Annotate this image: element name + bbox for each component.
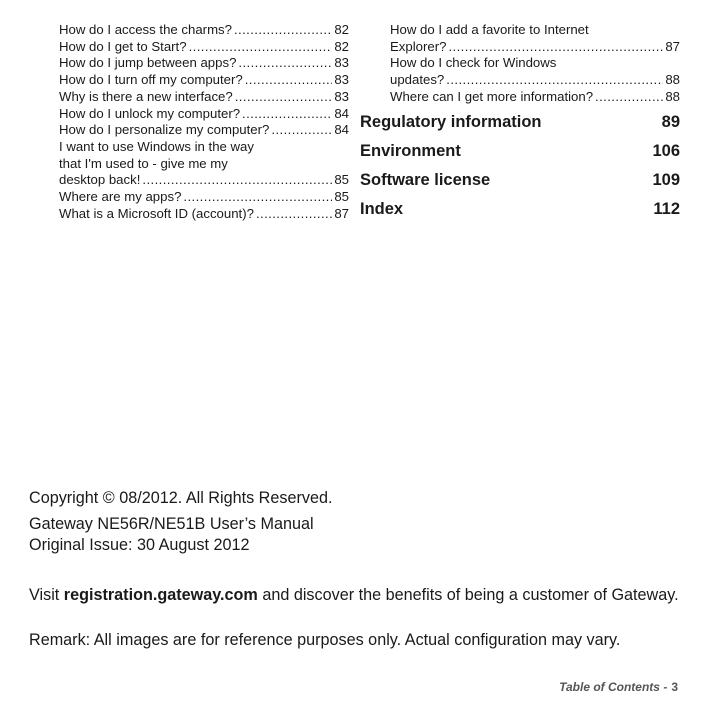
toc-entry-line[interactable]: How do I add a favorite to Internet: [390, 22, 589, 37]
visit-prefix: Visit: [29, 586, 60, 604]
toc-right-column: [360, 22, 680, 219]
toc-entry[interactable]: Explorer? ..... 87: [390, 39, 680, 56]
toc-entry[interactable]: How do I get to Start? ..... 82: [59, 39, 349, 56]
toc-entry-line[interactable]: I want to use Windows in the way: [59, 138, 254, 154]
toc-entry[interactable]: updates? ..... 88: [390, 72, 680, 89]
toc-entry[interactable]: How do I unlock my computer? ..... 84: [59, 106, 349, 123]
page-number: 3: [671, 680, 678, 694]
toc-chapter-software-license[interactable]: Software license 109: [360, 170, 680, 189]
toc-entry[interactable]: How do I personalize my computer? ..... 84: [59, 122, 349, 139]
toc-left-column: [59, 22, 349, 222]
remark-text: Remark: All images are for reference purposes only. Actual configuration may vary.: [29, 631, 621, 649]
issue-date: Original Issue: 30 August 2012: [29, 536, 250, 554]
toc-entry-line[interactable]: that I'm used to - give me my: [59, 155, 228, 171]
toc-entry[interactable]: Where can I get more information? ..... 88: [390, 89, 680, 106]
toc-entry[interactable]: What is a Microsoft ID (account)? ..... 87: [59, 206, 349, 223]
toc-entry[interactable]: Where are my apps? ..... 85: [59, 189, 349, 206]
visit-suffix: and discover the benefits of being a customer of Gateway.: [262, 586, 679, 604]
toc-chapter-index[interactable]: Index 112: [360, 199, 680, 218]
footer-label: Table of Contents -: [559, 680, 668, 694]
visit-paragraph: [29, 584, 679, 606]
toc-chapter-environment[interactable]: Environment 106: [360, 141, 680, 160]
copyright-text: Copyright © 08/2012. All Rights Reserved.: [29, 489, 333, 507]
registration-link[interactable]: registration.gateway.com: [63, 586, 258, 604]
toc-entry-line[interactable]: How do I check for Windows: [390, 55, 557, 71]
manual-title: Gateway NE56R/NE51B User’s Manual: [29, 515, 314, 533]
toc-entry[interactable]: How do I turn off my computer? ..... 83: [59, 72, 349, 89]
toc-entry[interactable]: Why is there a new interface? ..... 83: [59, 89, 349, 106]
toc-entry[interactable]: desktop back! ..... 85: [59, 172, 349, 189]
toc-entry[interactable]: How do I jump between apps? ..... 83: [59, 55, 349, 72]
toc-entry[interactable]: How do I access the charms? ..... 82: [59, 22, 349, 39]
toc-chapter-regulatory[interactable]: Regulatory information 89: [360, 112, 680, 131]
page-footer: [559, 680, 678, 694]
